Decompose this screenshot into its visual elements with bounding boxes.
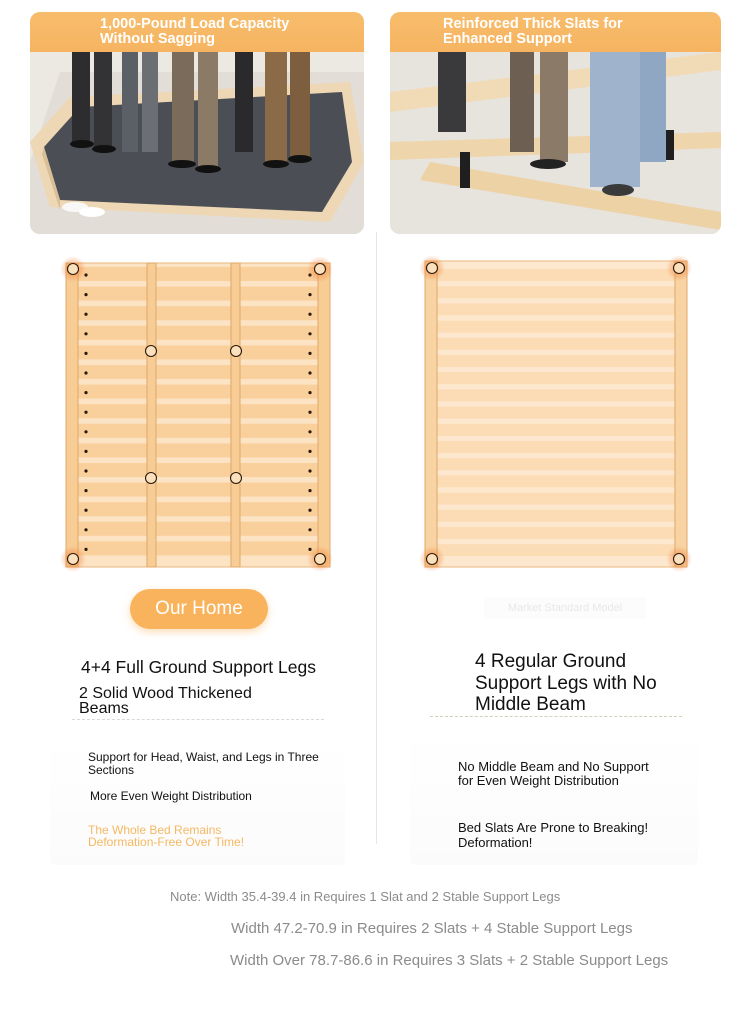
slat-group <box>437 269 675 556</box>
rivet <box>84 391 87 394</box>
rivet <box>84 528 87 531</box>
slat <box>78 365 318 379</box>
rivet <box>308 371 311 374</box>
load-capacity-photo <box>30 12 364 234</box>
slat <box>437 355 675 367</box>
rivet <box>308 352 311 355</box>
slat <box>437 338 675 350</box>
rivet <box>84 332 87 335</box>
size-note-line: Width Over 78.7-86.6 in Requires 3 Slats + 2 Stable Support Legs <box>230 952 669 969</box>
our-home-point-support: Support for Head, Waist, and Legs in Three Sections <box>88 750 319 777</box>
rivet <box>308 430 311 433</box>
slat <box>78 424 318 438</box>
slat <box>437 389 675 401</box>
photo-banner-text: Reinforced Thick Slats for Enhanced Support <box>443 16 623 47</box>
rivet <box>308 411 311 414</box>
size-note-line: Width 47.2-70.9 in Requires 2 Slats + 4 Stable Support Legs <box>231 920 633 937</box>
rivet <box>84 489 87 492</box>
market-standard-label: Market Standard Model <box>484 597 646 619</box>
our-home-label: Our Home <box>130 589 268 629</box>
section-rule <box>72 719 324 720</box>
our-home-heading-beams: 2 Solid Wood Thickened Beams <box>79 685 252 717</box>
slat <box>437 303 675 315</box>
slat <box>78 267 318 281</box>
slat <box>437 424 675 436</box>
slat <box>437 475 675 487</box>
slat <box>78 463 318 477</box>
market-frame-diagram <box>417 255 697 575</box>
comparison-divider <box>376 232 377 844</box>
slat <box>437 441 675 453</box>
section-rule <box>430 716 682 717</box>
size-note-line: Note: Width 35.4-39.4 in Requires 1 Slat and 2 Stable Support Legs <box>170 889 561 904</box>
rivet <box>84 411 87 414</box>
our-home-point-deformation-free: The Whole Bed Remains Deformation-Free Over Time! <box>88 823 245 849</box>
thick-slats-photo <box>390 12 721 234</box>
slat <box>78 287 318 301</box>
rivet <box>84 430 87 433</box>
slat <box>78 306 318 320</box>
rivet <box>308 489 311 492</box>
rivet <box>84 293 87 296</box>
rivet <box>84 469 87 472</box>
slat <box>437 458 675 470</box>
rivet <box>308 469 311 472</box>
slat <box>78 404 318 418</box>
slat <box>437 286 675 298</box>
rivet <box>84 371 87 374</box>
slat <box>437 269 675 281</box>
rivet <box>84 352 87 355</box>
market-heading: 4 Regular Ground Support Legs with No Middle Beam <box>475 651 657 715</box>
rivet <box>308 509 311 512</box>
rivet <box>84 509 87 512</box>
slat <box>437 527 675 539</box>
rivet <box>308 293 311 296</box>
rivet <box>84 313 87 316</box>
rivet <box>308 528 311 531</box>
slat-group <box>78 267 318 555</box>
rivet <box>308 450 311 453</box>
slat <box>78 326 318 340</box>
slat <box>437 510 675 522</box>
slat <box>437 544 675 556</box>
slat <box>437 407 675 419</box>
our-home-heading-legs: 4+4 Full Ground Support Legs <box>81 657 316 677</box>
rivet <box>308 332 311 335</box>
slat <box>78 483 318 497</box>
our-home-frame-diagram <box>58 255 338 575</box>
slat <box>78 443 318 457</box>
photo-banner-text: 1,000-Pound Load Capacity Without Sagging <box>100 16 290 47</box>
rivet <box>308 313 311 316</box>
market-point-breaking: Bed Slats Are Prone to Breaking! Deformation! <box>458 820 649 850</box>
slat <box>78 541 318 555</box>
slat <box>78 385 318 399</box>
rivet <box>308 391 311 394</box>
slat <box>437 493 675 505</box>
rivet <box>84 450 87 453</box>
slat <box>437 321 675 333</box>
market-point-no-beam: No Middle Beam and No Support for Even Weight Distribution <box>458 759 649 788</box>
rivet <box>84 548 87 551</box>
slat <box>437 372 675 384</box>
slat <box>78 345 318 359</box>
slat <box>78 522 318 536</box>
our-home-point-distribution: More Even Weight Distribution <box>90 789 252 803</box>
slat <box>78 502 318 516</box>
